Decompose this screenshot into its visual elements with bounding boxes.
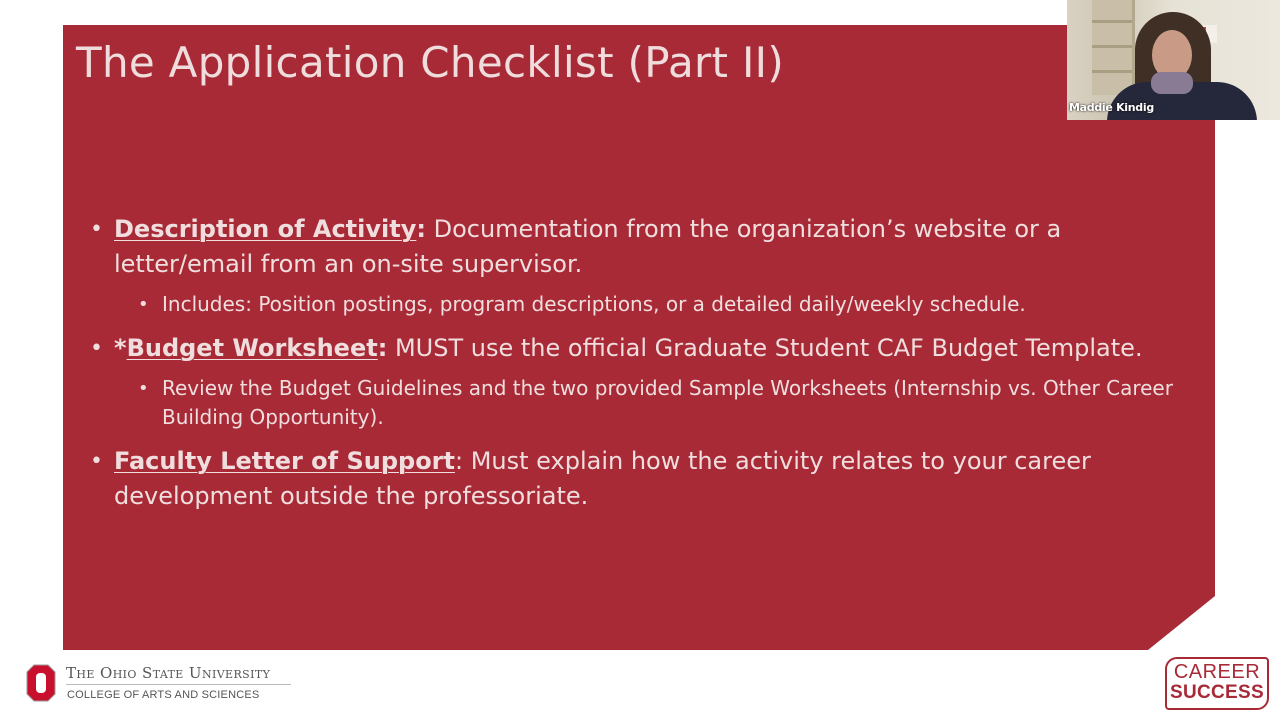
bullet-text: Documentation from the organization’s website or a letter/email from an on-site supervisor.	[114, 215, 1062, 278]
bookshelf-background	[1092, 0, 1135, 95]
bullet-separator: :	[455, 447, 464, 475]
bullet-term: Description of Activity	[114, 215, 417, 243]
bullet-prefix: *	[114, 334, 127, 362]
checklist	[90, 212, 1190, 516]
career-success-logo	[1165, 657, 1269, 710]
bullet-term: Faculty Letter of Support	[114, 447, 455, 475]
participant-scarf	[1151, 72, 1193, 94]
bullet-separator: :	[377, 334, 388, 362]
osu-block-o-logo-icon	[26, 664, 56, 702]
bullet-text: Must explain how the activity relates to your career development outside the professoriate.	[114, 447, 1091, 510]
sub-bullet-includes: • Includes: Position postings, program descriptions, or a detailed daily/weekly schedule.	[90, 290, 1190, 319]
bullet-budget-worksheet	[90, 331, 1190, 366]
bullet-text: MUST use the official Graduate Student CAF Budget Template.	[387, 334, 1143, 362]
participant-video-tile[interactable]	[1067, 0, 1280, 120]
footer-divider	[66, 684, 291, 685]
college-name: COLLEGE OF ARTS AND SCIENCES	[67, 689, 260, 701]
career-success-line2: SUCCESS	[1170, 682, 1264, 703]
sub-bullet-review: • Review the Budget Guidelines and the two provided Sample Worksheets (Internship vs. Other Career Building Opportunity).	[90, 374, 1190, 432]
bullet-term: Budget Worksheet	[126, 334, 378, 362]
bullet-separator: :	[416, 215, 426, 243]
university-name: The Ohio State University	[66, 664, 271, 682]
career-success-line1: CAREER	[1173, 661, 1261, 683]
slide-title: The Application Checklist (Part II)	[76, 38, 785, 87]
participant-name-label: Maddie Kindig	[1069, 101, 1154, 114]
bullet-faculty-letter	[90, 444, 1190, 514]
bullet-description-of-activity	[90, 212, 1190, 282]
